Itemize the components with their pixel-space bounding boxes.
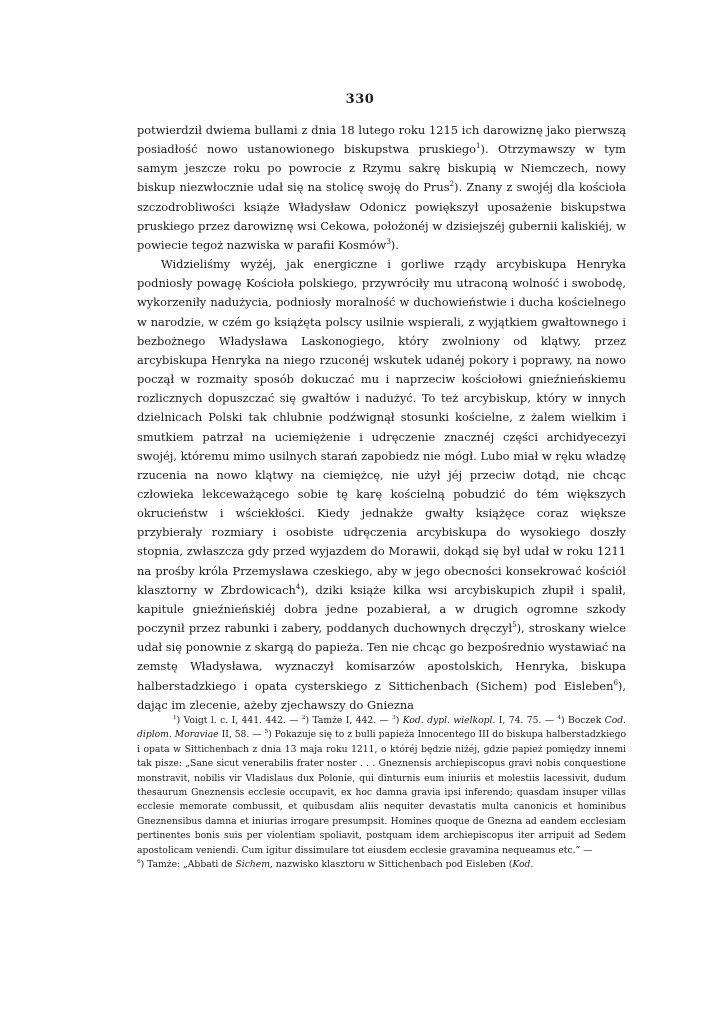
footnote-3-title: Kod. dypl. wielkopl. xyxy=(402,715,496,726)
footnote-2: Tamże I, 442. — xyxy=(312,715,389,726)
footnote-ref-5: 5 xyxy=(512,620,517,630)
footnote-marker-4: 4 xyxy=(557,714,561,721)
footnote-marker-3: 3 xyxy=(392,714,396,721)
footnotes-block: $^1$) Voigt l. c. I, 441. 442. — $^2$) Tamże I, 442. — $^3$) Kod. dypl. wielkopl. I, 74. 75. — $^4$) Boczek Cod. diplom. Moraviae II, 58. — $^5$) Pokazuje się to z bulli papieża Innocentego III do biskupa halberstadzkiego i opata w Sittichenbach z dnia 13 maja roku 1211, o któréj będzie niżéj, gdzie papież pomiędzy innemi tak pisze: „Sane sicut venerabilis frater noster . . . Gneznensis archiepiscopus gravi nobis conquestione monstravit, nobilis vir Vladislaus dux Polonie, qui dinturnis eum iniuriis et molestiis lacessivit, dudum thesaurum Gneznensis ecclesie occupavit, ex hoc damna gravia ipsi inferendo; quasdam insuper villas ecclesie memorate combussit, et quibusdam aliis nequiter devastatis multa canonicis et hominibus Gneznensibus damna et iniurias irrogare presumpsit. Homines quoque de Gnezna ad eandem ecclesiam pertinentes bonis suis per violentiam spoliavit, postquam idem archiepiscopus iter arripuit ad Sedem apostolicam veniendi. Cum igitur dissimulare tot eiusdem ecclesie gravamina nequeamus etc.” — $^6$) Tamże: „Abbati de Sichem, nazwisko klasztoru w Sittichenbach pod Eisleben (Kod. xyxy=(137,714,627,871)
footnote-3: I, 74. 75. — xyxy=(498,715,554,726)
footnotes xyxy=(137,714,626,872)
footnote-marker-5: 5 xyxy=(264,729,269,736)
paragraph-2: Widzieliśmy wyżéj, jak energiczne i gorliwe rządy arcybiskupa Henryka podniosły powagę Kościoła polskiego, przywróciły mu utraconą wolność i swobodę, wykorzeniły nadużycia, podniosły moralność w duchowieństwie i ducha kościelnego w narodzie, w czém go książęta polscy usilnie wspierali, z wyjątkiem gwałtownego i bezbożnego Władysława Laskonogiego, który zwolniony od klątwy, przez arcybiskupa Henryka na niego rzuconéj wskutek udanéj pokory i poprawy, na nowo począł w rozmaity sposób dokuczać mu i naprzeciw kościołowi gnieźnieńskiemu rozlicznych dopuszczać się gwałtów i nadużyć. To też arcybiskup, który w innych dzielnicach Polski tak chlubnie podźwignął stosunki kościelne, z żalem wielkim i smutkiem patrzał na uciemiężenie i udręczenie znacznéj części archidyecezyi swojéj, któremu mimo usilnych starań zapobiedz nie mógł. Lubo miał w ręku władzę rzucenia na nowo klątwy na ciemiężcę, nie użył jéj przeciw dotąd, nie chcąc człowieka lekceważącego sobie tę karę kościelną pobudzić do tém większych okrucieństw i wściekłości. Kiedy jednakże gwałty książęce coraz większe przybierały rozmiary i osobiste udręczenia arcybiskupa do wysokiego doszły stopnia, zwłaszcza gdy przed wyjazdem do Morawii, dokąd się był udał w roku 1211 na prośby króla Przemysława czeskiego, aby w jego obecności konsekrować kościół klasztorny w Zbrdowicach$^4$), dziki książe kilka wsi arcybiskupich złupił i spalił, kapitule gnieźnieńskiéj dobra jedne pozabierał, a w drugich ogromne szkody poczynił przez rabunki i zabery, poddanych duchownych dręczył$^5$), stroskany wielce udał się ponownie z skargą do papieża. Ten nie chcąc go bezpośrednio wystawiać na zemstę Władysława, wyznaczył komisarzów apostolskich, Henryka, biskupa halberstadzkiego i opata cysterskiego z Sittichenbach (Sichem) pod Eisleben$^6$), dając im zlecenie, ażeby zjechawszy do Gniezna xyxy=(137,257,626,712)
p1-text-c: . Znany z swojéj dla kościoła szczodrobliwości książe Władysław Odonicz powiększył uposażenie biskupstwa pruskiego przez darowiznę wsi Cekowa, położonéj w dzisiejszéj gubernii kaliskiéj, w powiecie tegoż nazwiska w parafii Kosmów xyxy=(137,180,626,252)
footnote-6-a: Tamże: „Abbati de xyxy=(147,859,233,871)
footnote-6-title: Sichem, xyxy=(235,859,273,871)
paragraph-1: potwierdził dwiema bullami z dnia 18 lutego roku 1215 ich darowiznę jako pierwszą posiadłość nowo ustanowionego biskupstwa pruskiego$^1$). Otrzymawszy w tym samym jeszcze roku po powrocie z Rzymu sakrę biskupią w Niemczech, nowy biskup niezwłocznie udał się na stolicę swoję do Prus$^2$). Znany z swojéj dla kościoła szczodrobliwości książe Władysław Odonicz powiększył uposażenie biskupstwa pruskiego przez darowiznę wsi Cekowa, położonéj w dzisiejszéj gubernii kaliskiéj, w powiecie tegoż nazwiska w parafii Kosmów$^3$). xyxy=(137,123,626,252)
p1-text-d: . xyxy=(395,237,399,252)
footnote-marker-1: 1 xyxy=(173,714,177,721)
footnote-1: Voigt l. c. I, 441. 442. — xyxy=(183,715,299,726)
p2-text-c: , stroskany wielce udał się ponownie z skargą do papieża. Ten nie chcąc go bezpośrednio wystawiać na zemstę Władysława, wyznaczył komisarzów apostolskich, Henryka, biskupa halberstadzkiego i opata cysterskiego z Sittichenbach (Sichem) pod Eisleben xyxy=(137,621,626,693)
footnote-ref-3: 3 xyxy=(386,237,391,247)
footnote-marker-2: 2 xyxy=(301,714,306,721)
footnote-ref-1: 1 xyxy=(476,141,481,151)
footnote-5: Pokazuje się to z bulli papieża Innocentego III do biskupa halberstadzkiego i opata w Sittichenbach z dnia 13 maja roku 1211, o któréj będzie niżéj, gdzie papież pomiędzy innemi tak pisze: „Sane sicut venerabilis frater noster . . . Gneznensis archiepiscopus gravi nobis conquestione monstravit, nobilis vir Vladislaus dux Polonie, qui dinturnis eum iniuriis et molestiis lacessivit, dudum thesaurum Gneznensis ecclesie occupavit, ex hoc damna gravia ipsi inferendo; quasdam insuper villas ecclesie memorate combussit, et quibusdam aliis nequiter devastatis multa canonicis et hominibus Gneznensibus damna et iniurias irrogare presumpsit. Homines quoque de Gnezna ad eandem ecclesiam pertinentes bonis suis per violentiam spoliavit, postquam idem archiepiscopus iter arripuit ad Sedem apostolicam veniendi. Cum igitur dissimulare tot eiusdem ecclesie gravamina nequeamus etc.” — xyxy=(137,729,627,856)
p1-text-a: potwierdził dwiema bullami z dnia 18 lutego roku 1215 ich darowiznę jako pierwszą posiadłość nowo ustanowionego biskupstwa pruskiego xyxy=(137,123,626,157)
footnote-4: II, 58. — xyxy=(221,729,262,741)
p2-text-a: Widzieliśmy wyżéj, jak energiczne i gorliwe rządy arcybiskupa Henryka podniosły powagę Kościoła polskiego, przywróciły mu utraconą wolność i swobodę, wykorzeniły nadużycia, podniosły moralność w duchowieństwie i ducha kościelnego w narodzie, w czém go książęta polscy usilnie wspierali, z wyjątkiem gwałtownego i bezbożnego Władysława Laskonogiego, który zwolniony od klątwy, przez arcybiskupa Henryka na niego rzuconéj wskutek udanéj pokory i poprawy, na nowo począł w rozmaity sposób dokuczać mu i naprzeciw kościołowi gnieźnieńskiemu rozlicznych dopuszczać się gwałtów i nadużyć. To też arcybiskup, który w innych dzielnicach Polski tak chlubnie podźwignął stosunki kościelne, z żalem wielkim i smutkiem patrzał na uciemiężenie i udręczenie znacznéj części archidyecezyi swojéj, któremu mimo usilnych starań zapobiedz nie mógł. Lubo miał w ręku władzę rzucenia na nowo klątwy na ciemiężcę, nie użył jéj przeciw dotąd, nie chcąc człowieka lekceważącego sobie tę karę kościelną pobudzić do tém większych okrucieństw i wściekłości. Kiedy jednakże gwałty książęce coraz większe przybierały rozmiary i osobiste udręczenia arcybiskupa do wysokiego doszły stopnia, zwłaszcza gdy przed wyjazdem do Morawii, dokąd się był udał w roku 1211 na prośby króla Przemysława czeskiego, aby w jego obecności konsekrować kościół klasztorny w Zbrdowicach xyxy=(137,257,626,597)
footnote-6-b: nazwisko klasztoru w Sittichenbach pod Eisleben ( xyxy=(275,859,513,871)
p1-text-b: . Otrzymawszy w tym samym jeszcze roku po powrocie z Rzymu sakrę biskupią w Niemczech, nowy biskup niezwłocznie udał się na stolicę swoję do Prus xyxy=(137,142,626,195)
p2-text-b: , dziki książe kilka wsi arcybiskupich złupił i spalił, kapitule gnieźnieńskiéj dobra jedne pozabierał, a w drugich ogromne szkody poczynił przez rabunki i zabery, poddanych duchownych dręczył xyxy=(137,582,626,636)
footnote-ref-2: 2 xyxy=(449,179,455,189)
main-text xyxy=(137,121,626,715)
footnote-4-author: Boczek xyxy=(567,715,602,726)
p2-text-d: , dając im zlecenie, ażeby zjechawszy do Gniezna xyxy=(137,678,626,712)
page-number: 330 xyxy=(345,92,375,107)
footnote-6-title-2: Kod. xyxy=(512,859,534,871)
footnote-ref-4: 4 xyxy=(295,581,301,591)
footnote-marker-6: 6 xyxy=(137,859,141,865)
footnote-4-title: Cod. diplom. Moraviae xyxy=(137,715,627,741)
footnote-ref-6: 6 xyxy=(613,677,618,687)
